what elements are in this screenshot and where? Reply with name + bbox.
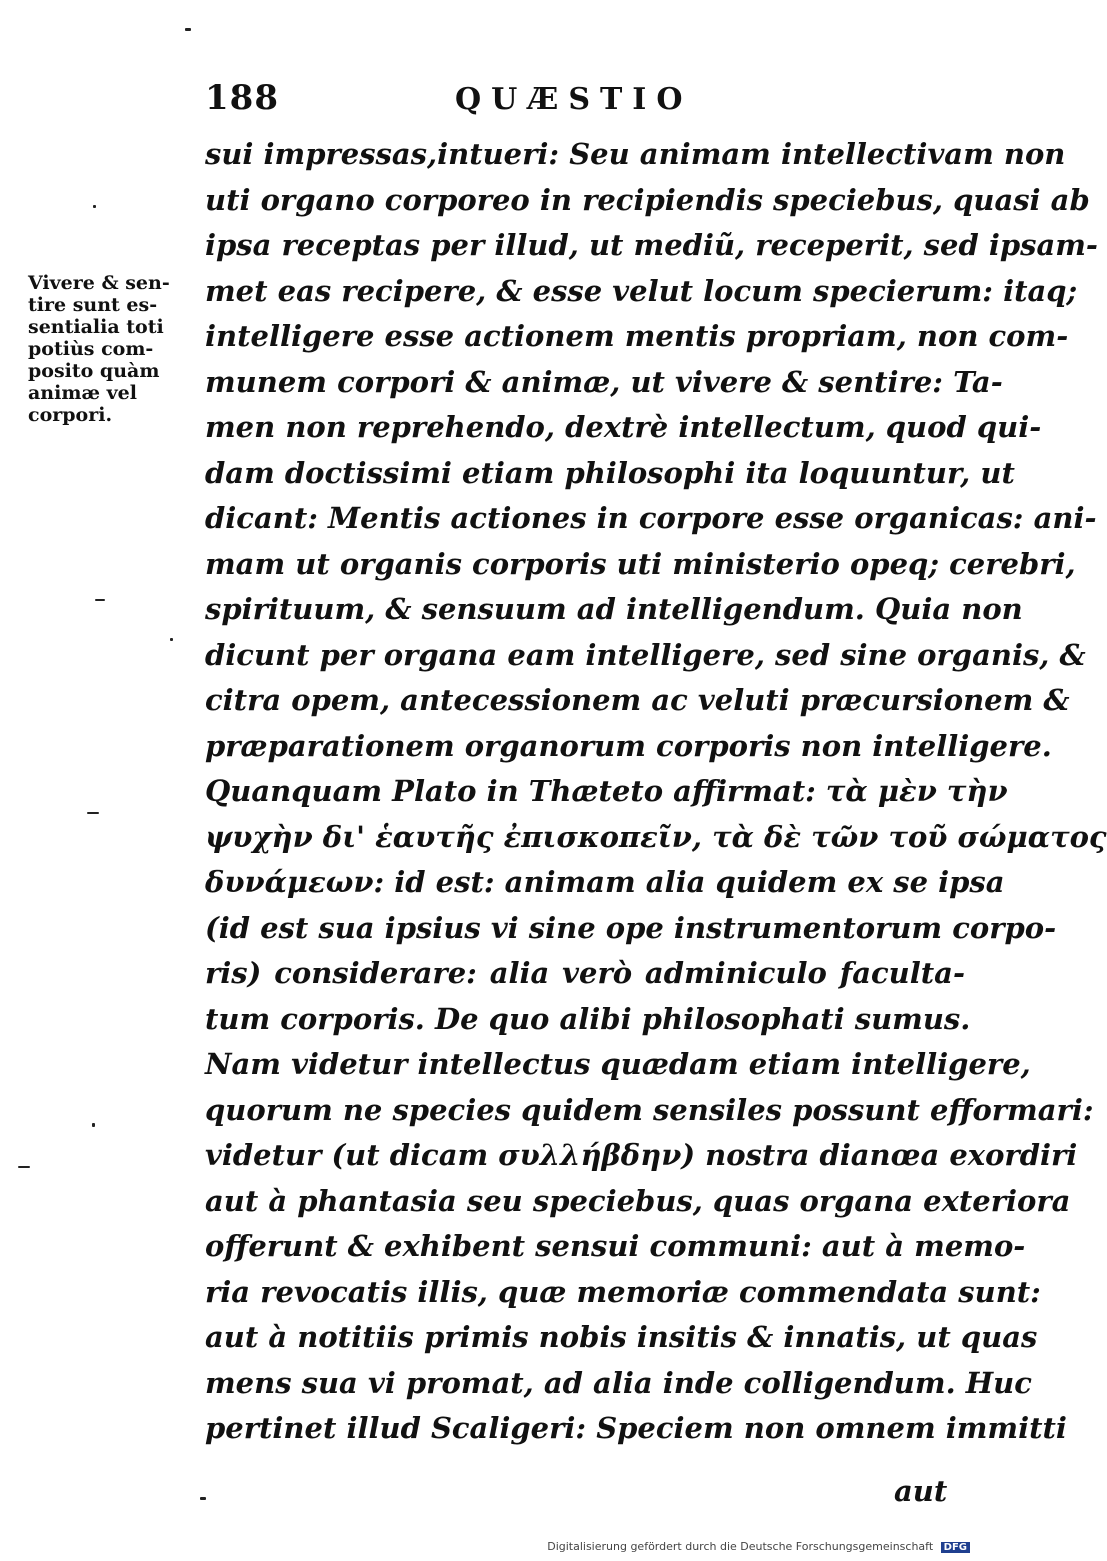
digitization-credit	[547, 1540, 970, 1553]
text-line: Quanquam Plato in Thæteto affirmat: τὰ μὲν τὴν	[205, 774, 1008, 808]
margin-note-line: tire sunt es-	[28, 294, 158, 316]
text-line: uti organo corporeo in recipiendis speciebus, quasi ab	[205, 182, 1090, 217]
margin-note-line: sentialia toti	[28, 316, 164, 338]
margin-note-line: corpori.	[28, 404, 113, 426]
text-line: ris) considerare: alia verò adminiculo faculta-	[205, 956, 965, 990]
text-line: mens sua vi promat, ad alia inde colligendum. Huc	[205, 1365, 1032, 1400]
ink-speck	[18, 1166, 30, 1168]
text-line: aut à notitiis primis nobis insitis & innatis, ut quas	[205, 1320, 1038, 1354]
body-text	[205, 132, 1107, 1452]
text-line: dicant: Mentis actiones in corpore esse organicas: ani-	[205, 501, 1097, 535]
ink-speck	[95, 599, 105, 601]
credit-text: Digitalisierung gefördert durch die Deutsche Forschungsgemeinschaft	[547, 1540, 934, 1553]
text-line: δυνάμεων: id est: animam alia quidem ex se ipsa	[205, 865, 1005, 899]
text-line: offerunt & exhibent sensui communi: aut à memo-	[205, 1229, 1026, 1263]
ink-speck	[87, 812, 99, 814]
running-head: QUÆSTIO	[455, 82, 693, 117]
ink-speck	[200, 1497, 206, 1500]
text-line: ipsa receptas per illud, ut mediũ, receperit, sed ipsam-	[205, 228, 1098, 262]
text-line: ria revocatis illis, quæ memoriæ commendata sunt:	[205, 1274, 1041, 1309]
margin-note	[28, 272, 200, 426]
text-line: (id est sua ipsius vi sine ope instrumentorum corpo-	[205, 910, 1057, 945]
margin-note-line: animæ vel	[28, 382, 137, 404]
ink-speck	[185, 28, 191, 31]
dfg-logo: DFG	[941, 1542, 970, 1553]
text-line: met eas recipere, & esse velut locum specierum: itaq;	[205, 273, 1078, 308]
ink-speck	[170, 638, 173, 641]
text-line: pertinet illud Scaligeri: Speciem non omnem immitti	[205, 1411, 1067, 1445]
text-line: aut à phantasia seu speciebus, quas organa exteriora	[205, 1183, 1071, 1218]
ink-speck	[93, 205, 96, 208]
text-line: videtur (ut dicam συλλήβδην) nostra dianœa exordiri	[205, 1138, 1078, 1172]
margin-note-line: potiùs com-	[28, 338, 154, 360]
text-line: munem corpori & animæ, ut vivere & sentire: Ta-	[205, 364, 1003, 399]
text-line: Nam videtur intellectus quædam etiam intelligere,	[205, 1047, 1031, 1081]
catchword: aut	[894, 1474, 948, 1508]
text-line: quorum ne species quidem sensiles possunt efformari:	[205, 1092, 1094, 1127]
page-number: 188	[205, 78, 279, 118]
text-line: ψυχὴν δι' ἑαυτῆς ἐπισκοπεῖν, τὰ δὲ τῶν τοῦ σώματος	[205, 819, 1107, 854]
text-line: intelligere esse actionem mentis propriam, non com-	[205, 319, 1069, 353]
text-line: tum corporis. De quo alibi philosophati sumus.	[205, 1001, 971, 1036]
text-line: dicunt per organa eam intelligere, sed sine organis, &	[205, 637, 1086, 672]
text-line: sui impressas,intueri: Seu animam intellectivam non	[205, 137, 1066, 171]
text-line: spirituum, & sensuum ad intelligendum. Quia non	[205, 592, 1023, 626]
ink-speck	[92, 1123, 95, 1127]
margin-note-line: posito quàm	[28, 360, 160, 382]
text-line: mam ut organis corporis uti ministerio opeq; cerebri,	[205, 546, 1076, 581]
text-line: citra opem, antecessionem ac veluti præcursionem &	[205, 683, 1070, 717]
page-header	[205, 78, 925, 118]
text-line: dam doctissimi etiam philosophi ita loquuntur, ut	[205, 455, 1015, 490]
text-line: præparationem organorum corporis non intelligere.	[205, 728, 1052, 763]
text-line: men non reprehendo, dextrè intellectum, quod qui-	[205, 410, 1042, 444]
margin-note-line: Vivere & sen-	[28, 272, 170, 294]
